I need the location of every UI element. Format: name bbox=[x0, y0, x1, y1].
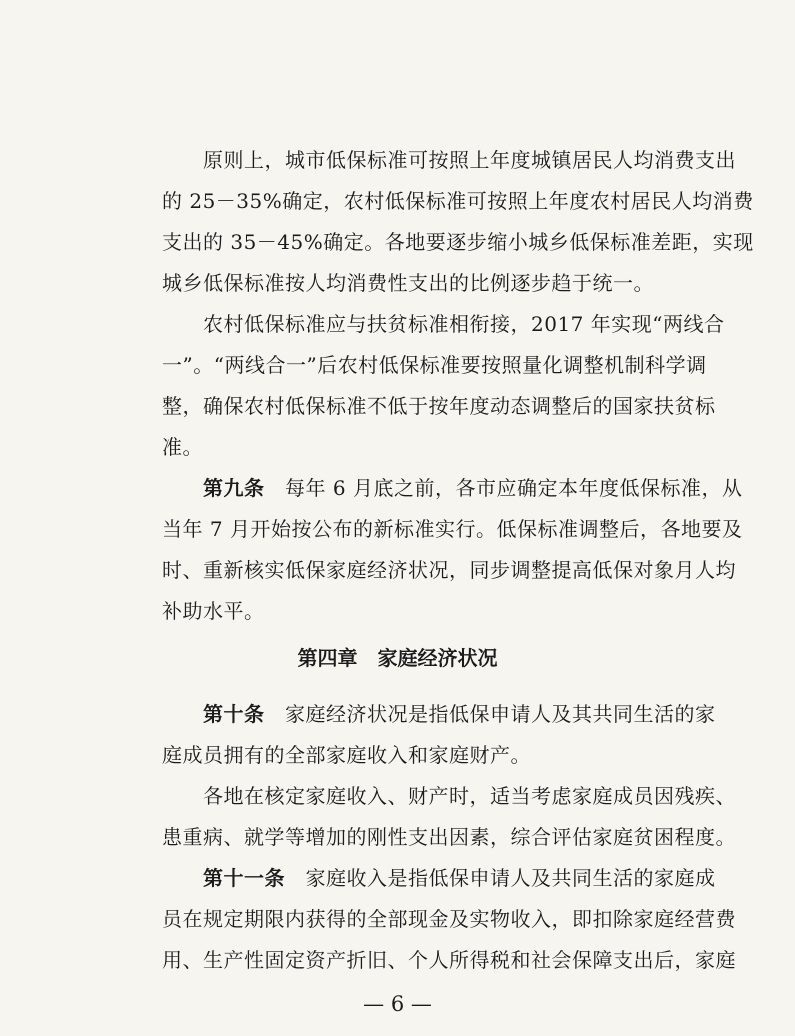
paragraph-line: 庭成员拥有的全部家庭收入和家庭财产。 bbox=[162, 743, 531, 767]
article-heading: 第十条 bbox=[203, 702, 265, 726]
paragraph-line: 农村低保标准应与扶贫标准相衔接，2017 年实现“两线合 bbox=[203, 312, 725, 336]
article-heading: 第九条 bbox=[203, 476, 265, 500]
paragraph-line: 的 25－35%确定，农村低保标准可按照上年度农村居民人均消费 bbox=[162, 189, 754, 213]
paragraph-line: 用、生产性固定资产折旧、个人所得税和社会保障支出后，家庭 bbox=[162, 948, 736, 972]
page-number: — 6 — bbox=[363, 992, 432, 1016]
article-10-line bbox=[203, 701, 737, 727]
paragraph-line: 补助水平。 bbox=[162, 599, 265, 623]
paragraph-line: 整，确保农村低保标准不低于按年度动态调整后的国家扶贫标 bbox=[162, 394, 716, 418]
article-text: 家庭经济状况是指低保申请人及其共同生活的家 bbox=[285, 702, 716, 726]
paragraph-line: 患重病、就学等增加的刚性支出因素，综合评估家庭贫困程度。 bbox=[162, 825, 736, 849]
paragraph-line: 各地在核定家庭收入、财产时，适当考虑家庭成员因残疾、 bbox=[203, 784, 736, 808]
article-heading: 第十一条 bbox=[203, 866, 285, 890]
paragraph-line: 时、重新核实低保家庭经济状况，同步调整提高低保对象月人均 bbox=[162, 558, 736, 582]
article-11-line bbox=[203, 865, 737, 891]
chapter-heading: 第四章 家庭经济状况 bbox=[297, 646, 498, 670]
paragraph-line: 一”。“两线合一”后农村低保标准要按照量化调整机制科学调 bbox=[162, 353, 707, 377]
paragraph-line: 员在规定期限内获得的全部现金及实物收入，即扣除家庭经营费 bbox=[162, 907, 736, 931]
article-text: 家庭收入是指低保申请人及共同生活的家庭成 bbox=[305, 866, 716, 890]
paragraph-line: 原则上，城市低保标准可按照上年度城镇居民人均消费支出 bbox=[203, 148, 736, 172]
article-9-line bbox=[203, 475, 743, 501]
paragraph-line: 准。 bbox=[162, 435, 203, 459]
paragraph-line: 城乡低保标准按人均消费性支出的比例逐步趋于统一。 bbox=[162, 271, 654, 295]
article-text: 每年 6 月底之前，各市应确定本年度低保标准，从 bbox=[285, 476, 743, 500]
paragraph-line: 当年 7 月开始按公布的新标准实行。低保标准调整后，各地要及 bbox=[162, 517, 743, 541]
paragraph-line: 支出的 35－45%确定。各地要逐步缩小城乡低保标准差距，实现 bbox=[162, 230, 754, 254]
